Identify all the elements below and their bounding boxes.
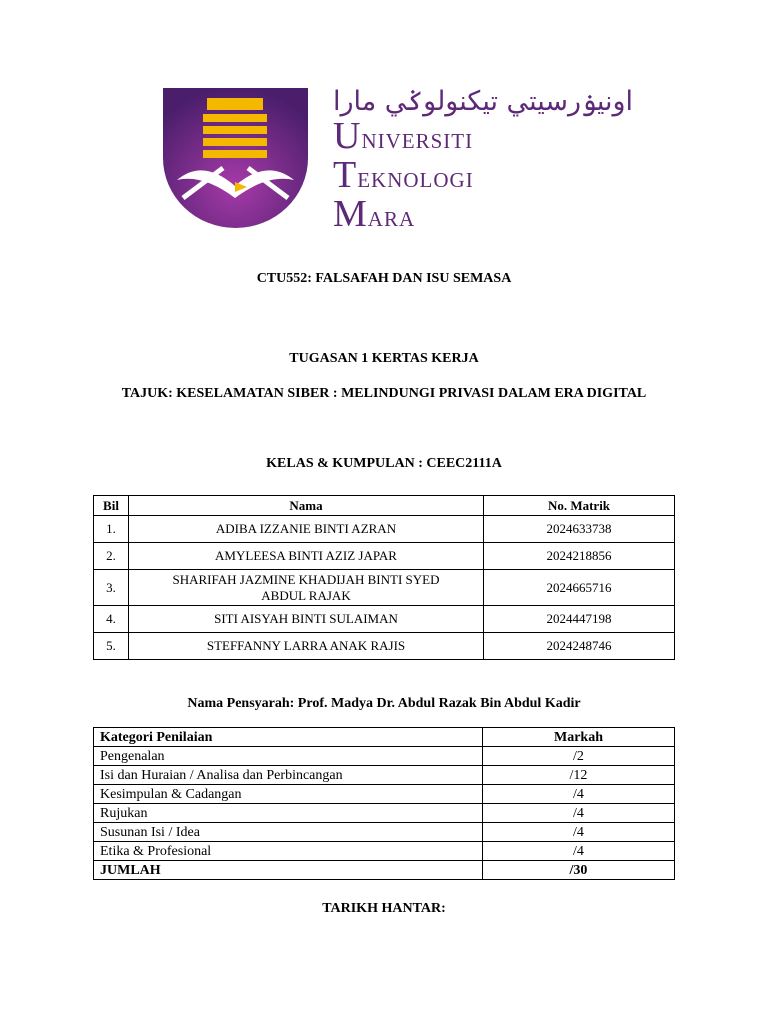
table-row: [94, 543, 675, 570]
table-row: [94, 785, 675, 804]
uitm-logo: [163, 86, 634, 235]
column-header: No. Matrik: [484, 496, 675, 516]
cell-markah: /4: [483, 823, 675, 842]
cell-total-value: /30: [483, 861, 675, 880]
cell-markah: /2: [483, 747, 675, 766]
cell-markah: /4: [483, 804, 675, 823]
cell-kategori: Pengenalan: [94, 747, 483, 766]
cell-markah: /12: [483, 766, 675, 785]
cell-nama: STEFFANNY LARRA ANAK RAJIS: [129, 633, 484, 660]
members-table: [93, 495, 675, 660]
table-row: [94, 823, 675, 842]
table-row: [94, 842, 675, 861]
table-row: [94, 747, 675, 766]
cell-kategori: Kesimpulan & Cadangan: [94, 785, 483, 804]
cell-matrik: 2024665716: [484, 570, 675, 606]
cell-nama: SITI AISYAH BINTI SULAIMAN: [129, 606, 484, 633]
submission-date: TARIKH HANTAR:: [322, 901, 446, 916]
jawi-wordmark: اونيۏرسيتي تيكنولوݢي مارا: [333, 86, 634, 117]
cell-matrik: 2024447198: [484, 606, 675, 633]
cell-bil: 4.: [94, 606, 129, 633]
cell-kategori: Rujukan: [94, 804, 483, 823]
cell-matrik: 2024218856: [484, 543, 675, 570]
university-wordmark: [333, 115, 474, 235]
wordmark-line-2: Teknologi: [333, 154, 474, 196]
assessment-table: [93, 727, 675, 880]
column-header: Bil: [94, 496, 129, 516]
table-header-row: [94, 496, 675, 516]
wordmark-line-3: Mara: [333, 193, 416, 235]
table-row: [94, 633, 675, 660]
uitm-emblem-icon: [163, 88, 308, 228]
cell-nama: ADIBA IZZANIE BINTI AZRAN: [129, 516, 484, 543]
cell-bil: 1.: [94, 516, 129, 543]
wordmark-line-1: Universiti: [333, 115, 474, 157]
cell-kategori: Etika & Profesional: [94, 842, 483, 861]
cell-bil: 2.: [94, 543, 129, 570]
column-header: Kategori Penilaian: [94, 728, 483, 747]
cell-nama: AMYLEESA BINTI AZIZ JAPAR: [129, 543, 484, 570]
table-row: [94, 804, 675, 823]
cell-markah: /4: [483, 842, 675, 861]
course-title: CTU552: FALSAFAH DAN ISU SEMASA: [256, 271, 512, 286]
cell-total-label: JUMLAH: [94, 861, 483, 880]
cell-bil: 3.: [94, 570, 129, 606]
table-row: [94, 606, 675, 633]
lecturer-name: Nama Pensyarah: Prof. Madya Dr. Abdul Razak Bin Abdul Kadir: [187, 696, 581, 711]
table-row: [94, 570, 675, 606]
cell-markah: /4: [483, 785, 675, 804]
total-row: [94, 861, 675, 880]
column-header: Nama: [129, 496, 484, 516]
table-header-row: [94, 728, 675, 747]
cell-bil: 5.: [94, 633, 129, 660]
cell-nama: SHARIFAH JAZMINE KHADIJAH BINTI SYED ABDUL RAJAK: [129, 570, 484, 606]
cell-matrik: 2024633738: [484, 516, 675, 543]
assignment-title: TUGASAN 1 KERTAS KERJA: [289, 351, 479, 366]
cell-matrik: 2024248746: [484, 633, 675, 660]
cell-kategori: Isi dan Huraian / Analisa dan Perbincangan: [94, 766, 483, 785]
class-group: KELAS & KUMPULAN : CEEC2111A: [266, 456, 502, 471]
topic-title: TAJUK: KESELAMATAN SIBER : MELINDUNGI PRIVASI DALAM ERA DIGITAL: [121, 386, 647, 401]
table-row: [94, 516, 675, 543]
cell-kategori: Susunan Isi / Idea: [94, 823, 483, 842]
table-row: [94, 766, 675, 785]
column-header: Markah: [483, 728, 675, 747]
